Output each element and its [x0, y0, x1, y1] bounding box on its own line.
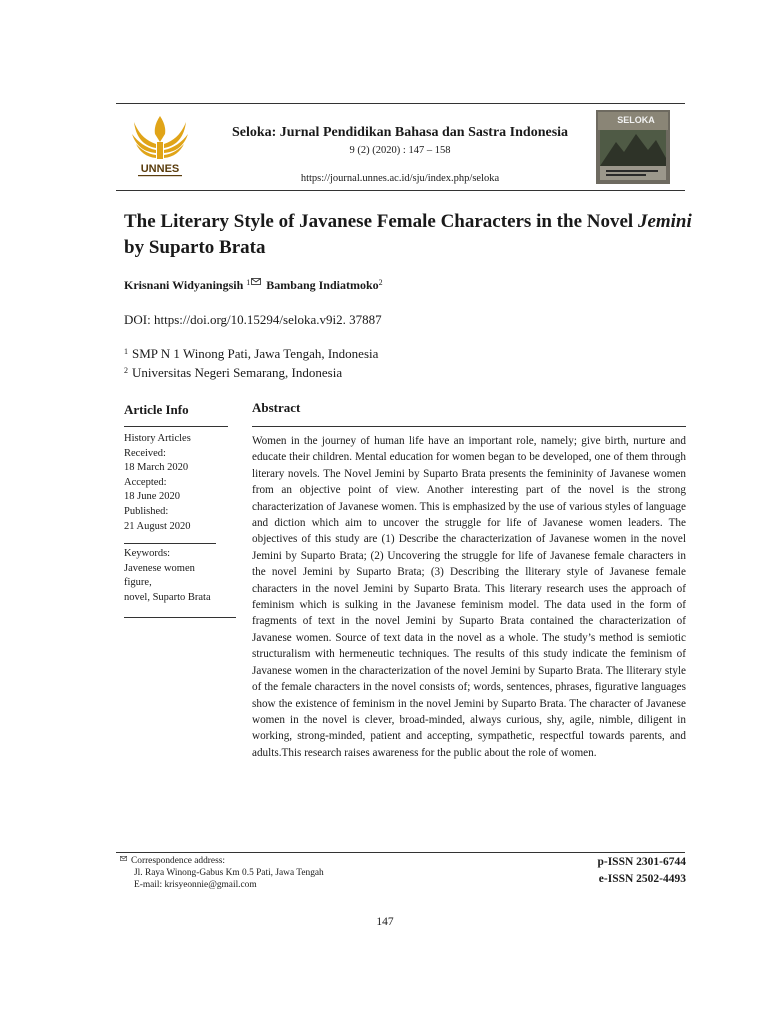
keywords — [124, 547, 234, 605]
affiliation-1-text: SMP N 1 Winong Pati, Jawa Tengah, Indonesia — [132, 346, 379, 361]
keywords-label: Keywords: — [124, 548, 171, 559]
abstract-rule — [252, 426, 686, 427]
affiliation-1 — [124, 346, 378, 362]
journal-url[interactable]: https://journal.unnes.ac.id/sju/index.php/seloka — [300, 173, 500, 184]
p-issn: p-ISSN 2301-6744 — [597, 856, 686, 868]
article-info-rule — [124, 426, 228, 427]
correspondence-email[interactable]: E-mail: krisyeonnie@gmail.com — [134, 880, 257, 891]
affiliation-2-text: Universitas Negeri Semarang, Indonesia — [132, 365, 343, 380]
article-title — [124, 209, 694, 261]
journal-name: Seloka: Jurnal Pendidikan Bahasa dan Sastra Indonesia — [231, 125, 569, 140]
keyword-line: Javenese women — [124, 562, 195, 574]
author-list — [124, 278, 383, 293]
correspondence-label: Correspondence address: — [131, 856, 225, 866]
cover-title: SELOKA — [617, 115, 655, 125]
doi[interactable]: DOI: https://doi.org/10.15294/seloka.v9i2. 37887 — [124, 312, 382, 327]
journal-issue: 9 (2) (2020) : 147 – 158 — [349, 145, 451, 156]
author-2-sup: 2 — [378, 278, 383, 287]
footer-rule — [116, 852, 685, 853]
keywords-rule — [124, 617, 236, 618]
accepted-label: Accepted: — [124, 476, 167, 488]
history-rule — [124, 543, 216, 544]
unnes-logo-icon — [128, 112, 192, 180]
affiliation-2-num: 2 — [124, 366, 128, 375]
abstract-text: Women in the journey of human life have an important role, namely; give birth, nurture and educate their children. Mental education for women began to be developed, one of them through literary novels. The Novel Jemini by Suparto Brata presents the femininity of Javanese women from an objective point of view. Another interesting part of the novel is the strong characterization of Javanese women. This is emphasized by the use of various styles of language and diction which aim to uncover the struggle for life of Javanese women leaders. The objectives of this study are (1) Describe the characterization of Javanese women in the novel Jemini by Suparto Brata; (2) Uncovering the struggle for life of Javanese female characters in the novel Jemini by Suparto Brata; (3) Describing the lliterary style of Javanese female characters in the novel Jemini by Suparto Brata. This literary research uses the approach of feminism which is sulking in the Javanese feminism model. The data used in the form of fragments of text in the novel Jemini by Suparto Brata contained the characterization of Javanese women. Source of text data in the novel as a whole. The study’s method is semiotic structuralism with hermeneutic techniques. The results of this study indicate the feminism of Javanese women in the characterization of the novel Jemini by Suparto Brata. The lliterary style of the female characters in the novel consists of; words, sentences, phrases, figurative languages show the existence of feminism in the novel Jemini by Suparto Brata. The character of Javanese women in the novel is clever, broad-minded, always curious, shy, agile, nimble, diligent in working, strong-minded, patient and accepting, sympathetic, respectful towards parents, and adults.This research raises awareness for the public about the role of women. — [252, 435, 686, 759]
author-1-sup: 1 — [246, 278, 251, 287]
header-top-rule — [116, 103, 685, 104]
affiliation-1-num: 1 — [124, 347, 128, 356]
author-2-name: Bambang Indiatmoko — [266, 278, 379, 292]
envelope-icon — [120, 856, 127, 861]
accepted-date: 18 June 2020 — [124, 491, 180, 503]
received-label: Received: — [124, 447, 166, 459]
keyword-line: figure, — [124, 577, 152, 589]
envelope-icon — [251, 278, 261, 285]
title-line2: by Suparto Brata — [124, 237, 266, 258]
author-1-name: Krisnani Widyaningsih — [124, 278, 247, 292]
journal-cover-icon — [596, 110, 670, 184]
history-label: History Articles — [124, 433, 191, 444]
correspondence-address: Jl. Raya Winong-Gabus Km 0.5 Pati, Jawa Tengah — [134, 868, 324, 879]
article-info-heading: Article Info — [124, 402, 189, 417]
title-italic: Jemini — [637, 211, 692, 232]
header-bottom-rule — [116, 190, 685, 191]
article-history — [124, 432, 234, 534]
e-issn: e-ISSN 2502-4493 — [598, 873, 686, 885]
published-label: Published: — [124, 505, 169, 517]
title-main: The Literary Style of Javanese Female Characters in the Novel — [124, 211, 638, 232]
keyword-line: novel, Suparto Brata — [124, 591, 211, 603]
abstract-heading: Abstract — [252, 400, 301, 415]
page-number: 147 — [376, 916, 394, 928]
affiliation-2 — [124, 365, 342, 381]
correspondence — [120, 855, 324, 892]
received-date: 18 March 2020 — [124, 462, 189, 474]
published-date: 21 August 2020 — [124, 520, 191, 532]
logo-text: UNNES — [140, 163, 180, 175]
